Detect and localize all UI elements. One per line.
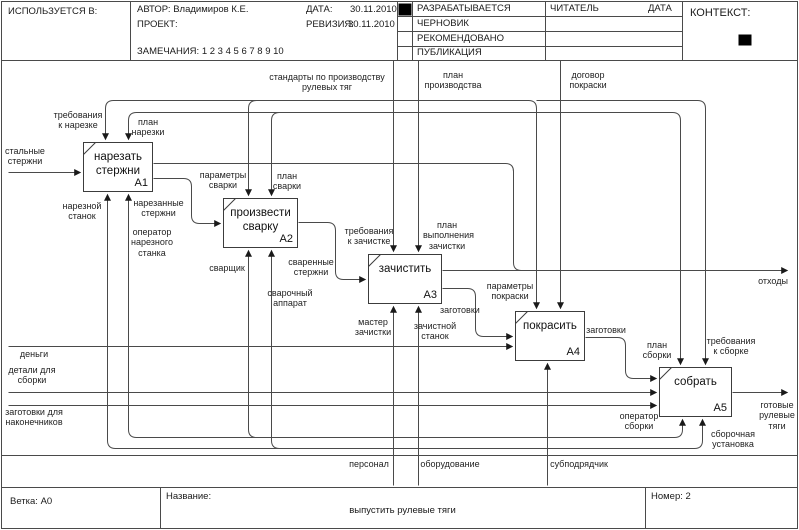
arrow-label-operator-nareznogo-stanka[interactable]: оператор нарезного станка bbox=[131, 227, 173, 258]
arrow-label-svarochny-apparat[interactable]: сварочный аппарат bbox=[267, 288, 313, 309]
activity-id: А1 bbox=[134, 177, 148, 189]
revision-value: 30.11.2010 bbox=[348, 19, 395, 30]
arrow-label-plan-proizvodstva[interactable]: план производства bbox=[424, 70, 482, 91]
arrow-label-oborudovanie[interactable]: оборудование bbox=[420, 459, 480, 469]
arrow-label-plan-narezki[interactable]: план нарезки bbox=[131, 117, 165, 138]
status-row-publication[interactable]: ПУБЛИКАЦИЯ bbox=[417, 47, 482, 58]
arrow-label-parametry-pokraski[interactable]: параметры покраски bbox=[486, 281, 534, 302]
arrow-label-plan-vypolneniya-zachistki[interactable]: план выполнения зачистки bbox=[423, 220, 475, 251]
revision-label: РЕВИЗИЯ: bbox=[306, 19, 354, 30]
arrow-label-parametry-svarki[interactable]: параметры сварки bbox=[199, 170, 247, 191]
notes-label: ЗАМЕЧАНИЯ: 1 2 3 4 5 6 7 8 9 10 bbox=[137, 46, 284, 57]
activity-id: А5 bbox=[713, 402, 727, 414]
project-label: ПРОЕКТ: bbox=[137, 19, 178, 30]
context-marker[interactable] bbox=[739, 35, 752, 46]
author-label: АВТОР: Владимиров К.Е. bbox=[137, 4, 249, 15]
arrow-label-svarshchik[interactable]: сварщик bbox=[209, 263, 245, 273]
arrow-label-detali-dlya-sborki[interactable]: детали для сборки bbox=[8, 365, 56, 386]
notes-value: 1 2 3 4 5 6 7 8 9 10 bbox=[201, 46, 284, 57]
arrow-label-otkhody[interactable]: отходы bbox=[758, 276, 788, 286]
arrow-label-zagotovki-dlya-nakonechnikov[interactable]: заготовки для наконечников bbox=[5, 407, 63, 428]
activity-box-А4[interactable] bbox=[515, 311, 585, 361]
activity-title: зачистить bbox=[378, 263, 432, 275]
activity-title: произвести сварку bbox=[230, 207, 291, 234]
activity-title: нарезать стержни bbox=[94, 151, 142, 178]
arrow-label-trebovaniya-k-narezke[interactable]: требования к нарезке bbox=[53, 110, 103, 131]
arrow-label-zachistnoy-stanok[interactable]: зачистной станок bbox=[413, 321, 457, 342]
activity-id: А4 bbox=[566, 346, 580, 358]
number-field: Номер: 2 bbox=[651, 491, 691, 502]
status-checkbox-filled[interactable] bbox=[399, 4, 412, 16]
arrow-label-trebovaniya-k-zachistke[interactable]: требования к зачистке bbox=[344, 226, 394, 247]
reader-label: ЧИТАТЕЛЬ bbox=[550, 3, 599, 14]
arrow-label-standarty[interactable]: стандарты по производству рулевых тяг bbox=[269, 72, 385, 93]
arrow-label-zagotovki-posle-pokraski[interactable]: заготовки bbox=[586, 325, 626, 335]
activity-box-А5[interactable] bbox=[659, 367, 732, 417]
arrow-label-gotovye-rulevye-tyagi[interactable]: готовые рулевые тяги bbox=[759, 400, 795, 431]
status-row-draft[interactable]: РАЗРАБАТЫВАЕТСЯ bbox=[417, 3, 511, 14]
arrow-label-zagotovki-posle-zachistki[interactable]: заготовки bbox=[440, 305, 480, 315]
branch-value: А0 bbox=[40, 496, 53, 507]
arrow-label-subpodryadchik[interactable]: субподрядчик bbox=[550, 459, 608, 469]
date-value: 30.11.2010 bbox=[350, 4, 397, 15]
arrow-label-personal[interactable]: персонал bbox=[349, 459, 389, 469]
activity-box-А2[interactable] bbox=[223, 198, 298, 248]
arrow-label-dogovor-pokraski[interactable]: договор покраски bbox=[569, 70, 607, 91]
number-value: 2 bbox=[685, 491, 691, 502]
arrow-label-sborochnaya-ustanovka[interactable]: сборочная установка bbox=[710, 429, 755, 450]
arrow-label-dengi[interactable]: деньги bbox=[19, 349, 49, 359]
arrow-label-trebovaniya-k-sborke[interactable]: требования к сборке bbox=[706, 336, 756, 357]
activity-id: А3 bbox=[423, 289, 437, 301]
arrow-label-plan-sborki[interactable]: план сборки bbox=[642, 340, 672, 361]
mechanism-arrows[interactable] bbox=[108, 195, 703, 486]
arrow-label-stalnye-sterzhni[interactable]: стальные стержни bbox=[5, 146, 45, 167]
branch-field: Ветка: А0 bbox=[10, 496, 53, 507]
context-label: КОНТЕКСТ: bbox=[690, 7, 751, 19]
status-row-recommended[interactable]: РЕКОМЕНДОВАНО bbox=[417, 33, 505, 44]
control-arrows[interactable] bbox=[106, 61, 706, 365]
used-in-label: ИСПОЛЬЗУЕТСЯ В: bbox=[8, 6, 98, 17]
activity-box-А3[interactable] bbox=[368, 254, 442, 304]
arrow-label-nareznoy-stanok[interactable]: нарезной станок bbox=[62, 201, 102, 222]
title-label: Название: bbox=[166, 491, 212, 502]
arrow-label-narezannye-sterzhni[interactable]: нарезанные стержни bbox=[133, 198, 184, 219]
arrow-label-svarennye-sterzhni[interactable]: сваренные стержни bbox=[288, 257, 334, 278]
date-label: ДАТА: bbox=[306, 4, 333, 15]
diagram-title: выпустить рулевые тяги bbox=[349, 505, 456, 516]
reader-date-label: ДАТА bbox=[648, 3, 672, 14]
activity-title: собрать bbox=[674, 376, 717, 388]
activity-box-А1[interactable] bbox=[83, 142, 153, 192]
activity-id: А2 bbox=[279, 233, 293, 245]
input-arrows[interactable] bbox=[9, 173, 657, 406]
author-value: Владимиров К.Е. bbox=[173, 4, 249, 15]
activity-title: покрасить bbox=[523, 320, 577, 332]
arrow-label-operator-sborki[interactable]: оператор сборки bbox=[619, 411, 659, 432]
status-row-working[interactable]: ЧЕРНОВИК bbox=[417, 18, 469, 29]
arrow-label-plan-svarki[interactable]: план сварки bbox=[272, 171, 302, 192]
arrow-label-master-zachistki[interactable]: мастер зачистки bbox=[354, 317, 392, 338]
